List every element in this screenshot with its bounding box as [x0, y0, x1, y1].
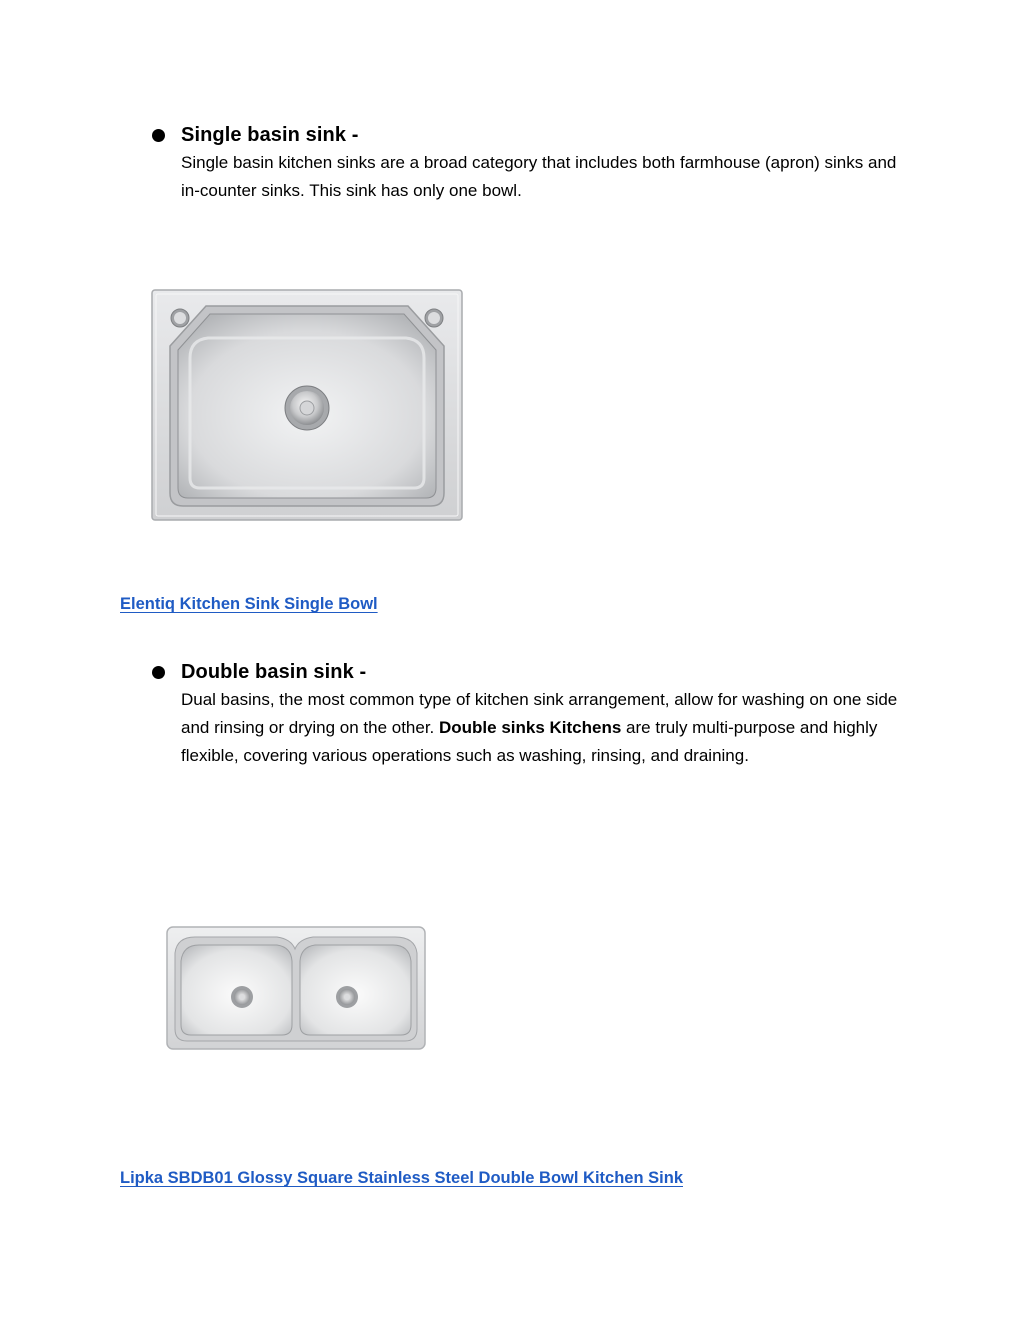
- bullet-icon: [152, 129, 165, 142]
- double-basin-heading-row: [152, 658, 912, 686]
- single-bowl-sink-image: [150, 288, 464, 522]
- lipka-double-bowl-link[interactable]: Lipka SBDB01 Glossy Square Stainless Steel Double Bowl Kitchen Sink: [120, 1169, 683, 1187]
- double-sinks-kitchens-bold: Double sinks Kitchens: [439, 718, 622, 737]
- double-basin-description: [181, 686, 901, 770]
- single-basin-heading-row: [152, 121, 912, 149]
- description-text: are truly multi-purpose and highly flexible, covering various operations such as washing, rinsing, and draining.: [181, 718, 878, 765]
- double-bowl-sink-image: [165, 925, 427, 1051]
- double-basin-section: [152, 658, 912, 770]
- single-basin-section: [152, 121, 912, 205]
- single-basin-description: Single basin kitchen sinks are a broad category that includes both farmhouse (apron) sinks and in-counter sinks. This sink has only one bowl.: [181, 153, 897, 200]
- single-basin-heading: Single basin sink -: [181, 123, 359, 146]
- double-basin-heading: Double basin sink -: [181, 660, 367, 683]
- elentiq-single-bowl-link[interactable]: Elentiq Kitchen Sink Single Bowl: [120, 595, 378, 613]
- bullet-icon: [152, 666, 165, 679]
- description-text: Dual basins, the most common type of kitchen sink arrangement, allow for washing on one side and rinsing or drying on the other.: [181, 690, 898, 737]
